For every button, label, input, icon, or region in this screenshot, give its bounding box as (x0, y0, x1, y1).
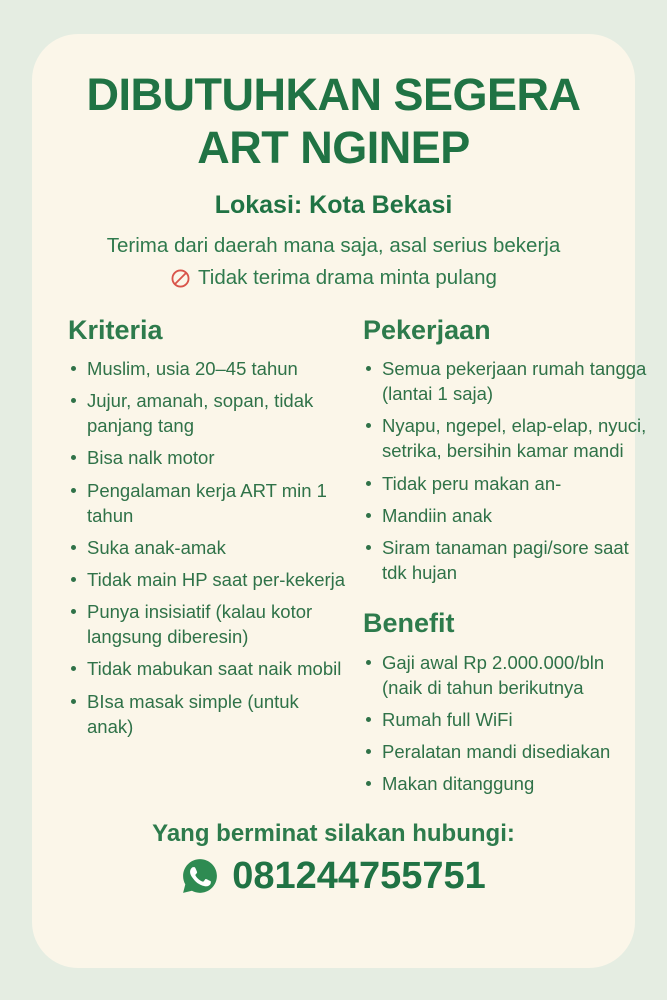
list-item: Tidak peru makan an- (363, 471, 648, 496)
jobs-list (363, 356, 648, 585)
list-item: Rumah full WiFi (363, 707, 648, 732)
criteria-column (68, 314, 348, 804)
poster-footer (32, 819, 635, 898)
jobs-benefits-column (348, 314, 648, 804)
contact-phone-row[interactable] (32, 855, 635, 898)
list-item: Makan ditanggung (363, 771, 648, 796)
list-item: Punya insisiatif (kalau kotor langsung diberesin) (68, 599, 348, 649)
list-item: Tidak mabukan saat naik mobil (68, 656, 348, 681)
poster-title-line-1: DIBUTUHKAN SEGERA (86, 69, 581, 120)
list-item: Mandiin anak (363, 503, 648, 528)
list-item: Jujur, amanah, sopan, tidak panjang tang (68, 388, 348, 438)
poster-card (32, 34, 647, 968)
phone-number[interactable]: 081244755751 (232, 855, 486, 898)
list-item: Pengalaman kerja ART min 1 tahun (68, 478, 348, 528)
prohibition-icon (170, 268, 191, 289)
warning-text: Tidak terima drama minta pulang (198, 265, 497, 289)
section-heading-benefit: Benefit (363, 608, 455, 639)
list-item: Tidak main HP saat per-kekerja (68, 567, 348, 592)
list-item: Muslim, usia 20–45 tahun (68, 356, 348, 381)
contact-cta-text: Yang berminat silakan hubungi: (152, 820, 515, 848)
list-item: Siram tanaman pagi/sore saat tdk hujan (363, 535, 648, 585)
list-item: Bisa nalk motor (68, 445, 348, 470)
poster-header (32, 34, 635, 292)
list-item: Semua pekerjaan rumah tangga (lantai 1 saja) (363, 356, 648, 406)
location-text: Lokasi: Kota Bekasi (214, 191, 453, 220)
poster-title-line-2: ART NGINEP (197, 122, 470, 174)
list-item: Peralatan mandi disediakan (363, 739, 648, 764)
list-item: Gaji awal Rp 2.000.000/bln (naik di tahun berikutnya (363, 650, 648, 700)
list-item: BIsa masak simple (untuk anak) (68, 689, 348, 739)
origin-note-text: Terima dari daerah mana saja, asal serius bekerja (106, 234, 561, 258)
whatsapp-icon[interactable] (181, 857, 219, 895)
criteria-list (68, 356, 348, 739)
section-heading-kriteria: Kriteria (68, 314, 163, 345)
list-item: Nyapu, ngepel, elap-elap, nyuci, setrika, bersihin kamar mandi (363, 413, 648, 463)
content-columns (32, 314, 647, 804)
section-heading-pekerjaan: Pekerjaan (363, 314, 491, 345)
list-item: Suka anak-amak (68, 535, 348, 560)
benefit-list (363, 650, 648, 797)
warning-row (32, 264, 635, 292)
